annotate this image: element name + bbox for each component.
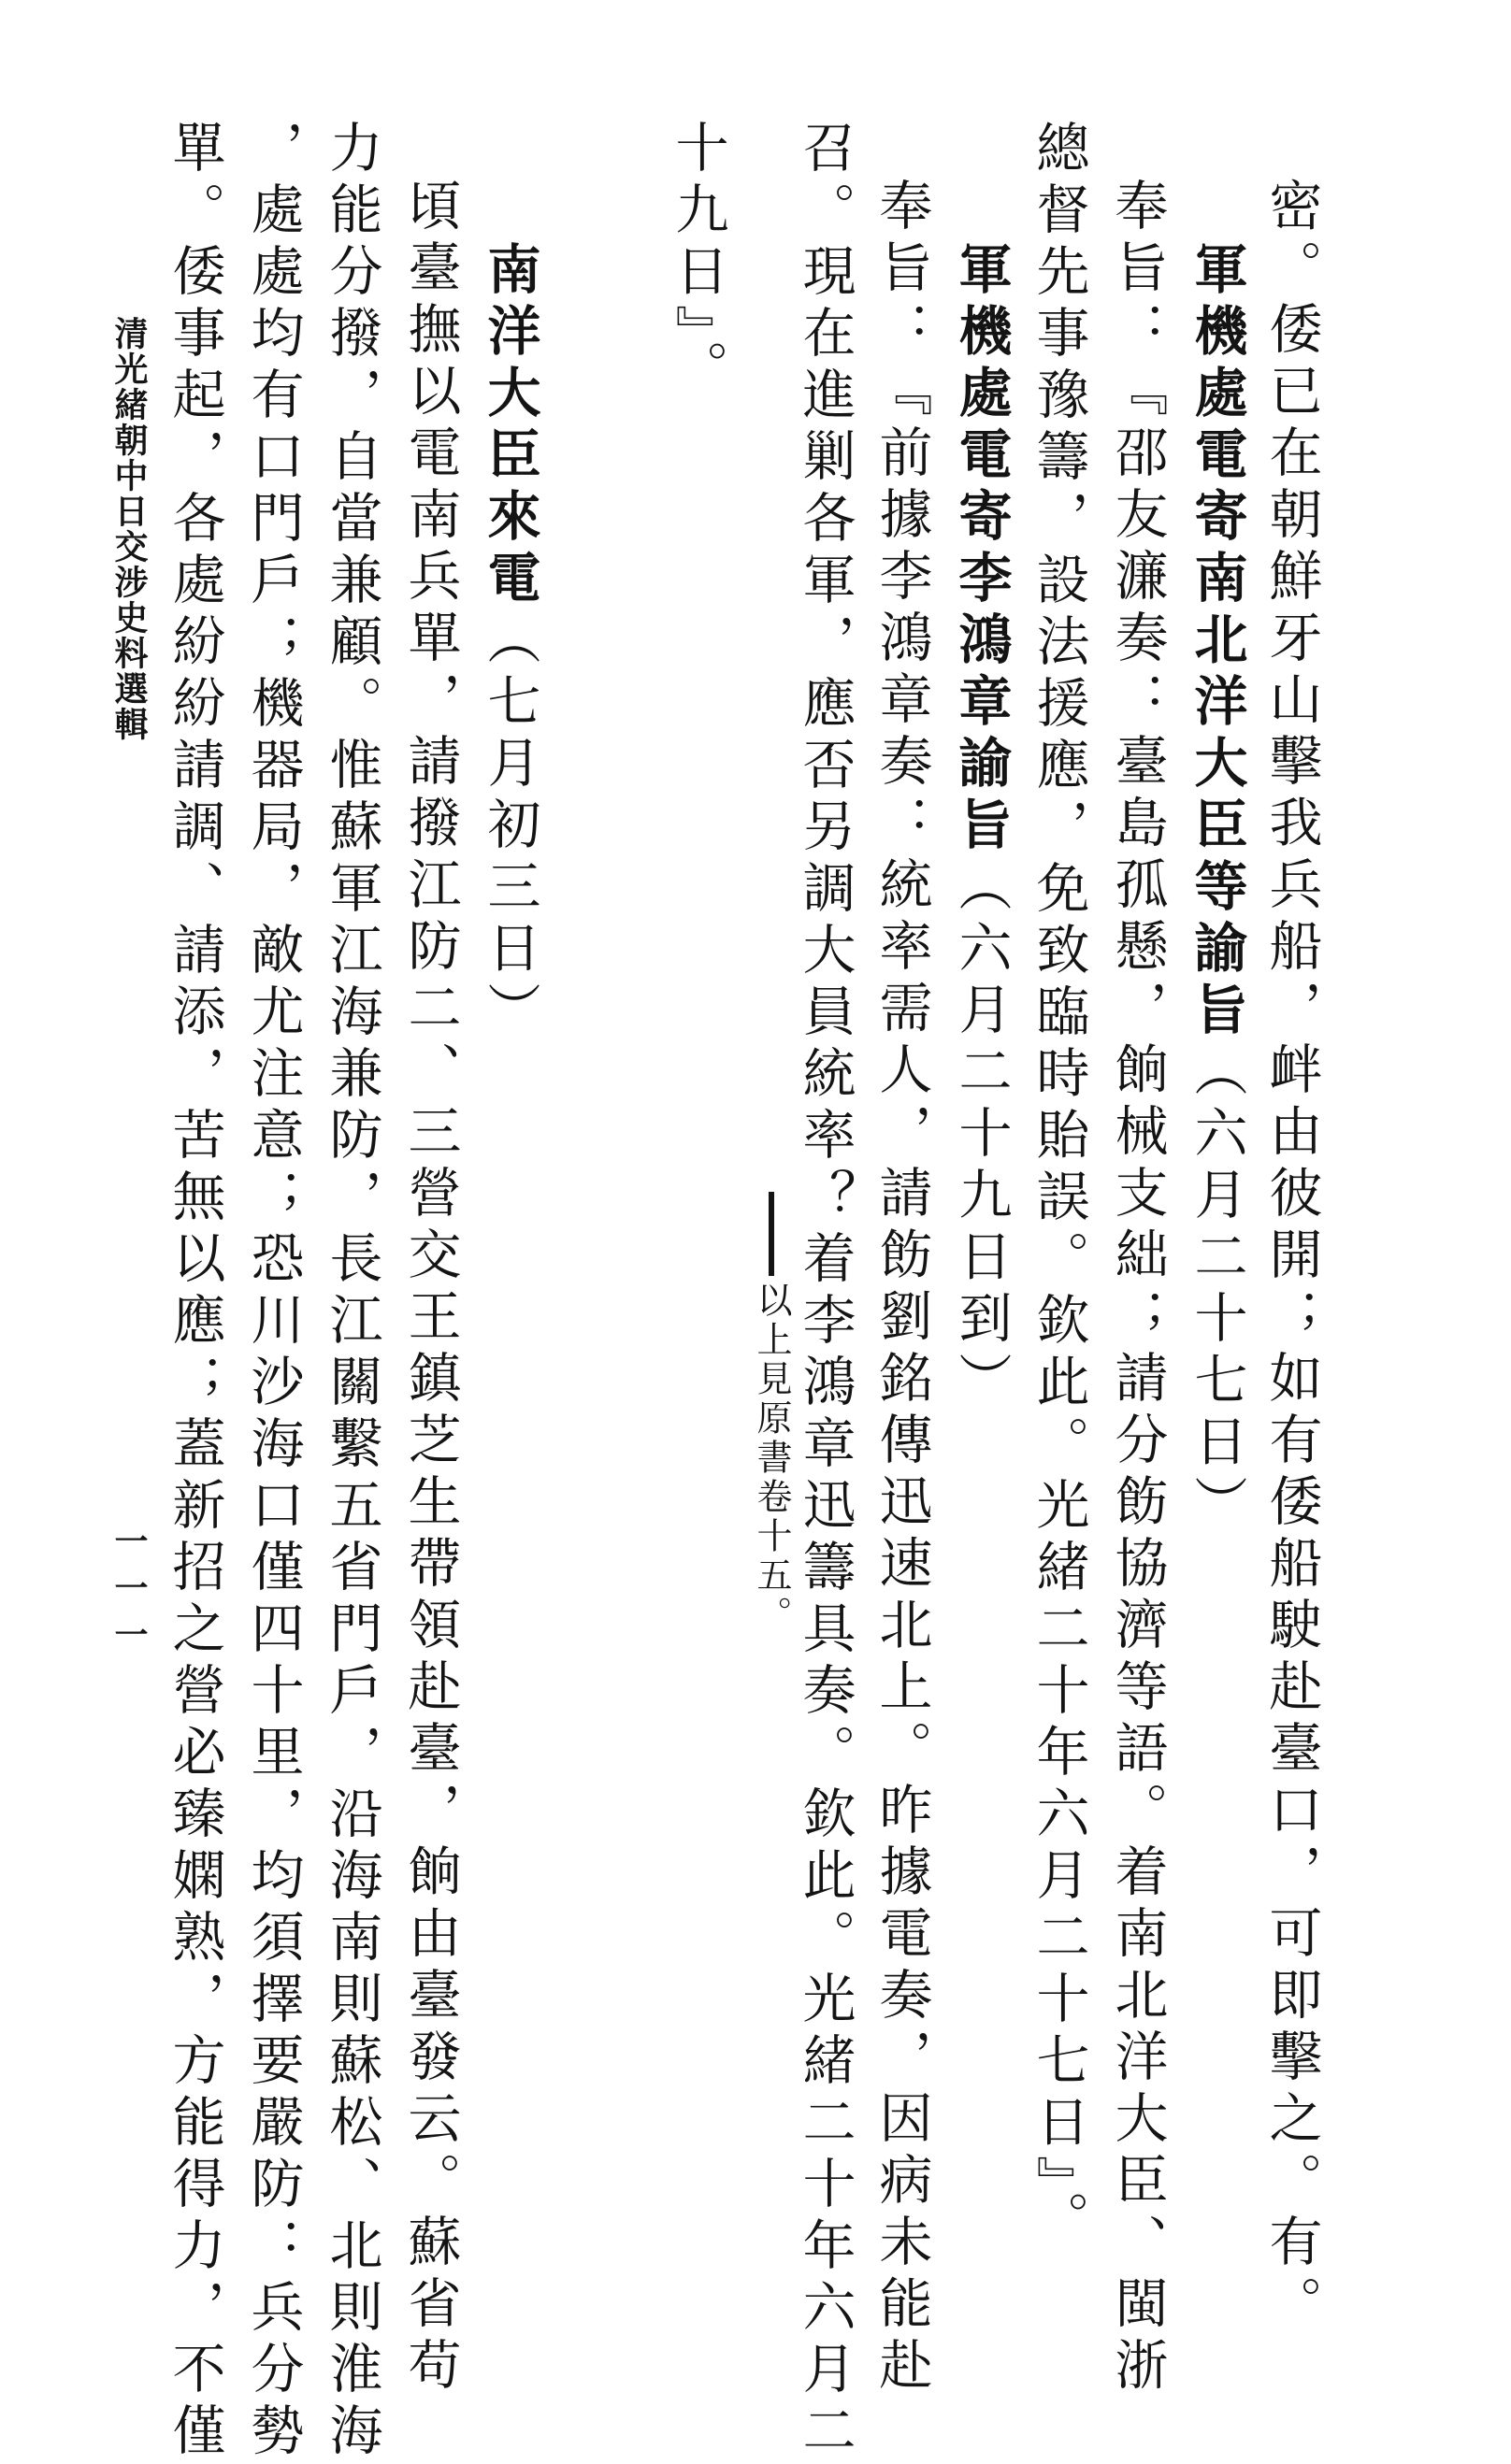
text-column-5: 召。現在進剿各軍，應否另調大員統率？着李鴻章迅籌具奏。欽此。光緒二十年六月二	[794, 120, 856, 2464]
text-column-4: 奉旨：『前據李鴻章奏：統率需人，請飭劉銘傳迅速北上。昨據電奏，因病未能赴	[871, 178, 932, 2399]
text-column-10: 單。倭事起，各處紛紛請調、請添，苦無以應；蓋新招之營必臻嫻熟，方能得力，不僅	[164, 120, 225, 2464]
source-note-column	[751, 1192, 792, 1635]
page-number: 一一一	[109, 1524, 149, 1664]
heading-column-1	[1186, 241, 1248, 1537]
heading-column-3	[479, 241, 541, 1043]
heading-date: （六月二十九日到）	[950, 858, 1012, 1413]
em-dash-rule	[769, 1192, 774, 1276]
book-title: 清光緒朝中日交涉史料選輯	[109, 316, 149, 742]
text-column-9: ，處處均有口門戶；機器局，敵尤注意；恐川沙海口僅四十里，均須擇要嚴防：兵分勢	[242, 120, 304, 2464]
heading-date: （六月二十七日）	[1186, 1043, 1247, 1537]
text-column-7: 頃臺撫以電南兵單，請撥江防二、三營交王鎮芝生帶領赴臺，餉由臺發云。蘇省苟	[399, 178, 461, 2399]
text-column-1: 密。倭已在朝鮮牙山擊我兵船，衅由彼開；如有倭船駛赴臺口，可即擊之。有。	[1260, 178, 1322, 2337]
heading-title: 南洋大臣來電	[479, 241, 541, 611]
heading-title: 軍機處電寄李鴻章諭旨	[950, 241, 1013, 858]
source-note: 以上見原書卷十五。	[751, 1282, 792, 1635]
heading-date: （七月初三日）	[479, 611, 540, 1043]
text-column-6: 十九日』。	[667, 120, 728, 402]
heading-title: 軍機處電寄南北洋大臣等諭旨	[1186, 241, 1248, 1043]
text-column-2: 奉旨：『邵友濂奏：臺島孤懸，餉械支絀；請分飭協濟等語。着南北洋大臣、閩浙	[1106, 178, 1168, 2399]
text-column-8: 力能分撥，自當兼顧。惟蘇軍江海兼防，長江關繫五省門戶，沿海南則蘇松、北則淮海	[321, 120, 382, 2464]
text-column-3: 總督先事豫籌，設法援應，免致臨時貽誤。欽此。光緒二十年六月二十七日』。	[1028, 120, 1089, 2253]
heading-column-2	[950, 241, 1013, 1413]
